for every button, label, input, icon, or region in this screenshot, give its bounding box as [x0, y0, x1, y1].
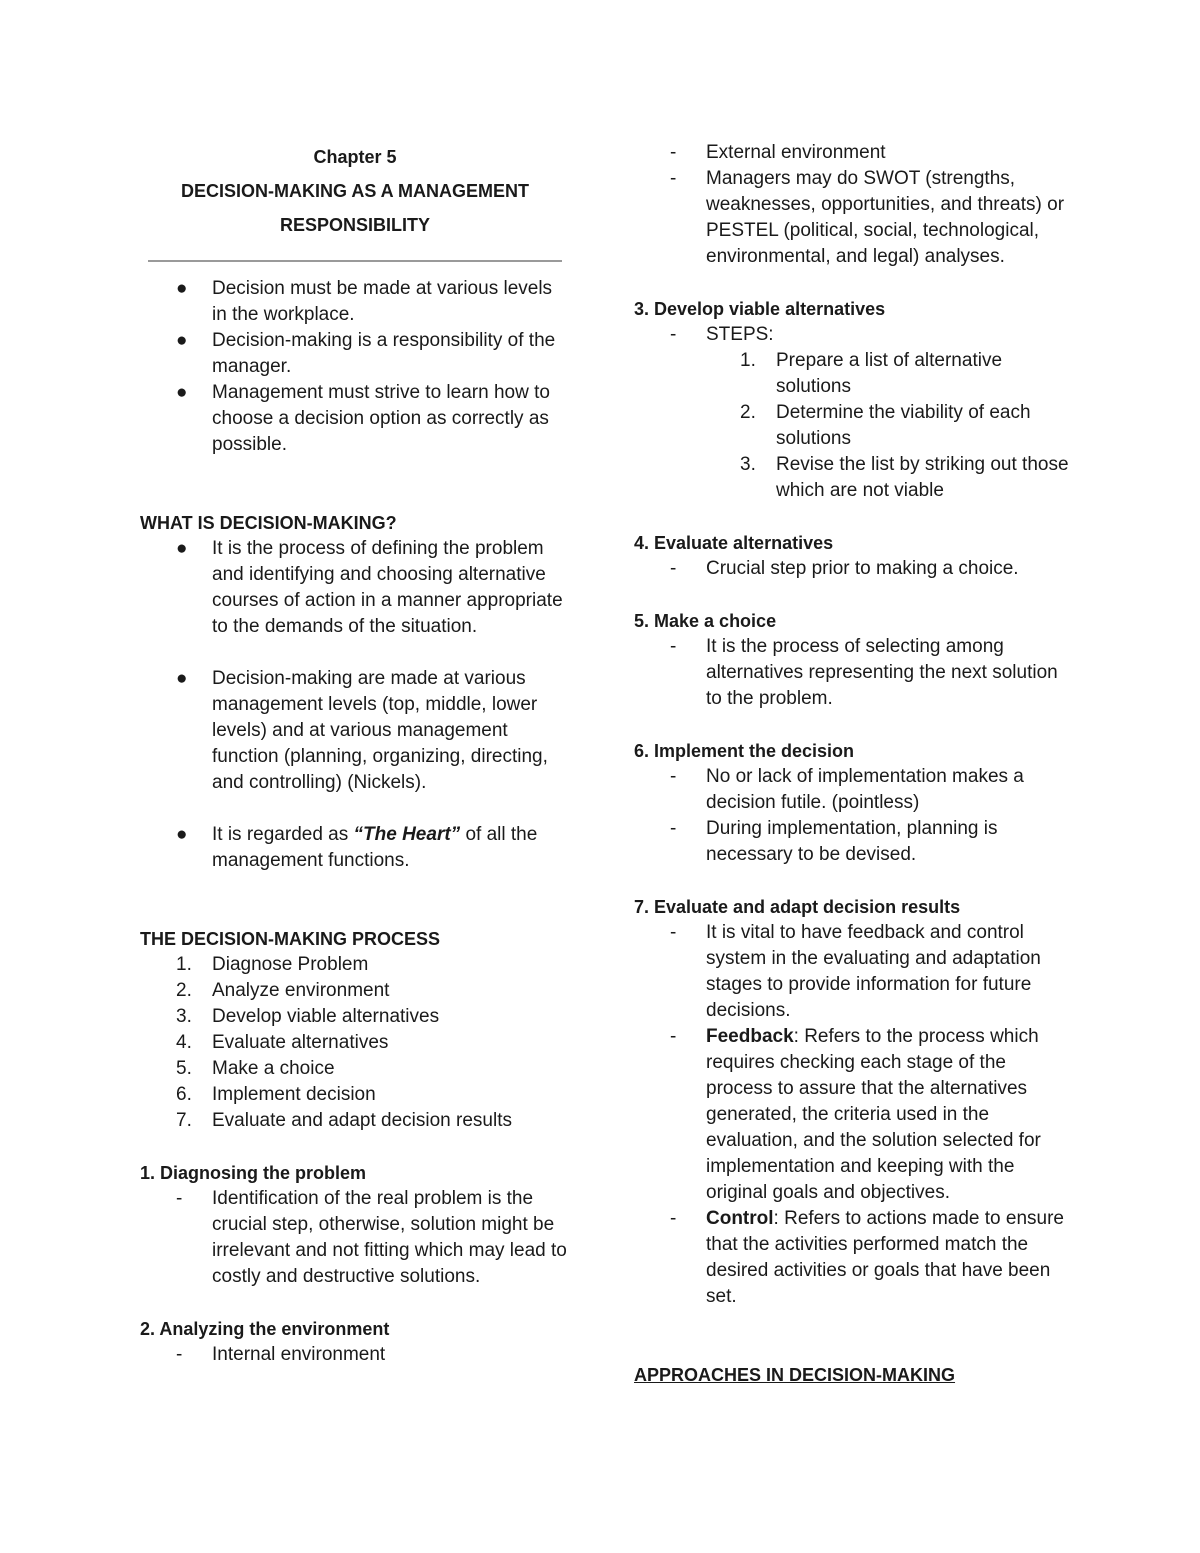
s1-heading: 1. Diagnosing the problem	[140, 1163, 367, 1183]
process-step	[140, 1082, 570, 1108]
dash-icon: -	[670, 922, 677, 943]
approaches-heading: APPROACHES IN DECISION-MAKING	[634, 1365, 956, 1385]
s3-step-text: Prepare a list of alternative solutions	[776, 350, 1003, 397]
s4-item-text: Crucial step prior to making a choice.	[706, 558, 1019, 579]
s6-item	[634, 816, 1074, 868]
what-is-heading: WHAT IS DECISION-MAKING?	[140, 513, 397, 533]
s7-item-text: It is vital to have feedback and control system in the evaluating and adaptation stages to provide information for future decisions.	[706, 922, 1041, 1021]
what-is-bullet-text-post: of all the management functions.	[212, 824, 538, 871]
what-is-bullet	[140, 822, 570, 874]
right-column	[634, 140, 1074, 1388]
intro-bullet-text: Decision must be made at various levels in the workplace.	[212, 278, 553, 325]
s2-item	[634, 140, 1074, 166]
process-step	[140, 1108, 570, 1134]
title-divider	[148, 260, 562, 262]
s6-item	[634, 764, 1074, 816]
dash-icon: -	[670, 818, 677, 839]
s3-step-text: Revise the list by striking out those which are not viable	[776, 454, 1069, 501]
feedback-definition: : Refers to the process which requires checking each stage of the process to assure that the alternatives generated, the criteria used in the evaluation, and the solution selected for implementation and keeping with the original goals and objectives.	[706, 1026, 1041, 1203]
step-number: 3.	[176, 1006, 192, 1027]
process-step	[140, 952, 570, 978]
chapter-label: Chapter 5	[313, 147, 397, 167]
s3-step-text: Determine the viability of each solutions	[776, 402, 1031, 449]
feedback-term: Feedback	[706, 1026, 794, 1047]
bullet-icon: ●	[176, 824, 188, 845]
process-step	[140, 1030, 570, 1056]
s5-item	[634, 634, 1074, 712]
what-is-bullet-text: Decision-making are made at various management levels (top, middle, lower levels) and at various management function (planning, organizing, directing, and controlling) (Nickels).	[212, 668, 548, 793]
what-is-bullet	[140, 536, 570, 640]
s6-item-text: No or lack of implementation makes a decision futile. (pointless)	[706, 766, 1024, 813]
intro-bullet-text: Management must strive to learn how to choose a decision option as correctly as possible.	[212, 382, 550, 455]
s2-item-text: Managers may do SWOT (strengths, weaknesses, opportunities, and threats) or PESTEL (political, social, technological, environmental, and legal) analyses.	[706, 168, 1065, 267]
process-step	[140, 978, 570, 1004]
what-is-bullet-text: It is the process of defining the problem and identifying and choosing alternative courses of action in a manner appropriate to the demands of the situation.	[212, 538, 563, 637]
process-step-text: Diagnose Problem	[212, 954, 369, 975]
process-step	[140, 1056, 570, 1082]
step-number: 1.	[176, 954, 192, 975]
s7-item	[634, 1024, 1074, 1206]
intro-bullet-item	[140, 328, 570, 380]
intro-bullet-item	[140, 276, 570, 328]
dash-icon: -	[670, 142, 677, 163]
bullet-icon: ●	[176, 668, 188, 689]
s2-item	[140, 1342, 570, 1368]
dash-icon: -	[670, 1208, 677, 1229]
intro-bullet-text: Decision-making is a responsibility of the manager.	[212, 330, 556, 377]
s4-item	[634, 556, 1074, 582]
s7-item	[634, 920, 1074, 1024]
page-title-line-1: DECISION-MAKING AS A MANAGEMENT	[181, 181, 529, 201]
process-step-text: Make a choice	[212, 1058, 335, 1079]
process-step	[140, 1004, 570, 1030]
step-number: 6.	[176, 1084, 192, 1105]
control-definition: : Refers to actions made to ensure that the activities performed match the desired activities or goals that have been set.	[706, 1208, 1064, 1307]
step-number: 2.	[176, 980, 192, 1001]
control-term: Control	[706, 1208, 774, 1229]
dash-icon: -	[176, 1188, 183, 1209]
s5-item-text: It is the process of selecting among alternatives representing the next solution to the problem.	[706, 636, 1058, 709]
dash-icon: -	[670, 558, 677, 579]
bullet-icon: ●	[176, 330, 188, 351]
s3-step	[634, 452, 1074, 504]
s2-item	[634, 166, 1074, 270]
s1-item-text: Identification of the real problem is the crucial step, otherwise, solution might be irrelevant and not fitting which may lead to costly and destructive solutions.	[212, 1188, 567, 1287]
page-title-line-2: RESPONSIBILITY	[279, 215, 431, 235]
s3-heading: 3. Develop viable alternatives	[634, 299, 886, 319]
bullet-icon: ●	[176, 278, 188, 299]
step-number: 2.	[740, 402, 756, 423]
process-step-text: Analyze environment	[212, 980, 390, 1001]
dash-icon: -	[670, 636, 677, 657]
s7-item	[634, 1206, 1074, 1310]
dash-icon: -	[670, 324, 677, 345]
s3-item-text: STEPS:	[706, 324, 774, 345]
the-heart-emphasis: “The Heart”	[353, 824, 461, 845]
s2-heading: 2. Analyzing the environment	[140, 1319, 390, 1339]
step-number: 7.	[176, 1110, 192, 1131]
s2-item-text: External environment	[706, 142, 886, 163]
dash-icon: -	[670, 1026, 677, 1047]
process-step-text: Evaluate and adapt decision results	[212, 1110, 512, 1131]
s3-step	[634, 400, 1074, 452]
step-number: 5.	[176, 1058, 192, 1079]
dash-icon: -	[176, 1344, 183, 1365]
what-is-bullet-text-pre: It is regarded as	[212, 824, 354, 845]
s7-heading: 7. Evaluate and adapt decision results	[634, 897, 961, 917]
s3-item	[634, 322, 1074, 348]
left-column	[140, 140, 570, 1368]
s6-heading: 6. Implement the decision	[634, 741, 855, 761]
s5-heading: 5. Make a choice	[634, 611, 777, 631]
bullet-icon: ●	[176, 382, 188, 403]
what-is-bullet	[140, 666, 570, 796]
step-number: 3.	[740, 454, 756, 475]
s3-step	[634, 348, 1074, 400]
s1-item	[140, 1186, 570, 1290]
process-step-text: Implement decision	[212, 1084, 376, 1105]
process-step-text: Develop viable alternatives	[212, 1006, 440, 1027]
step-number: 4.	[176, 1032, 192, 1053]
process-step-text: Evaluate alternatives	[212, 1032, 389, 1053]
dash-icon: -	[670, 766, 677, 787]
dash-icon: -	[670, 168, 677, 189]
s2-item-text: Internal environment	[212, 1344, 386, 1365]
s4-heading: 4. Evaluate alternatives	[634, 533, 834, 553]
s6-item-text: During implementation, planning is necessary to be devised.	[706, 818, 998, 865]
step-number: 1.	[740, 350, 756, 371]
intro-bullet-item	[140, 380, 570, 458]
process-heading: THE DECISION-MAKING PROCESS	[140, 929, 441, 949]
bullet-icon: ●	[176, 538, 188, 559]
